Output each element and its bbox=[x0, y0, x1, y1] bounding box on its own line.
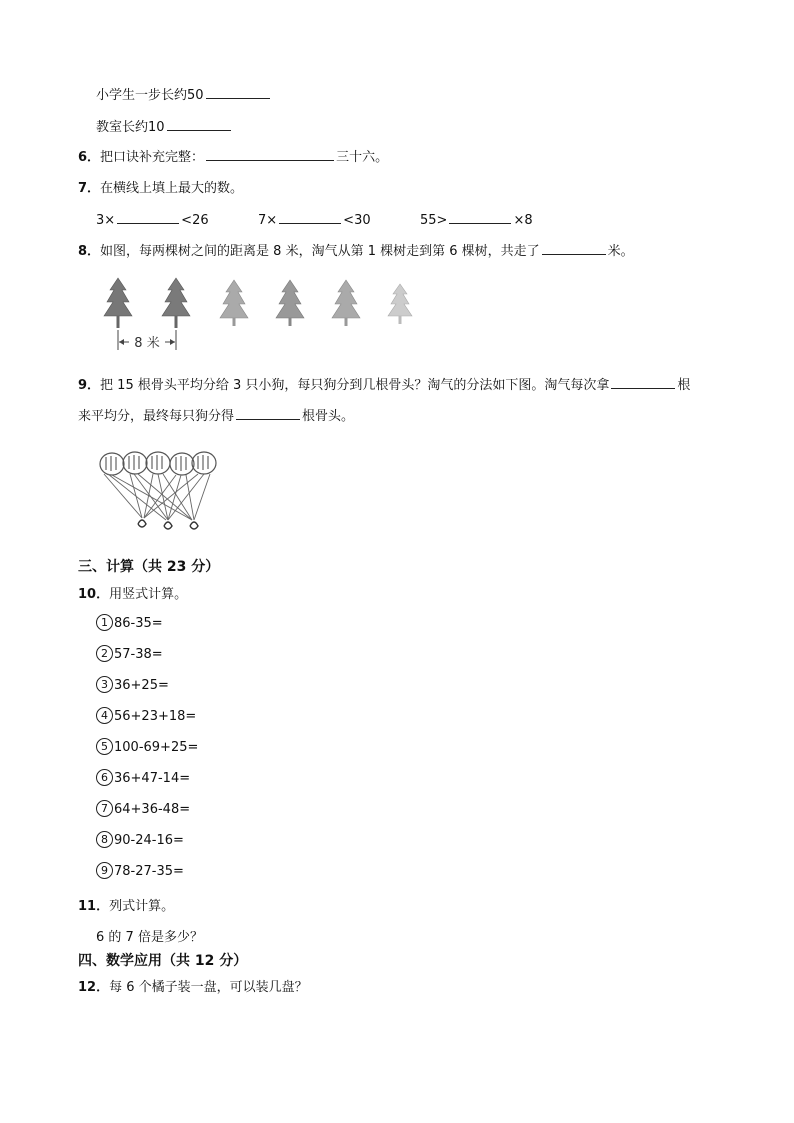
dog-icon bbox=[164, 522, 172, 529]
question-number: 6． bbox=[78, 150, 101, 165]
tree-icon bbox=[220, 280, 248, 326]
q8-blank[interactable] bbox=[542, 240, 606, 255]
tree-icon bbox=[332, 280, 360, 326]
q7-item-1: 3× <26 bbox=[96, 209, 209, 228]
circled-number: 3 bbox=[96, 676, 113, 693]
dog-icon bbox=[190, 522, 198, 529]
q10-item-1: 1 86-35= bbox=[96, 614, 163, 631]
q10-item-4: 4 56+23+18= bbox=[96, 707, 196, 724]
question-number: 9． bbox=[78, 378, 101, 393]
distance-marker bbox=[118, 330, 176, 351]
circled-number: 8 bbox=[96, 831, 113, 848]
q7-item-3: 55> ×8 bbox=[420, 209, 533, 228]
question-8: 8．如图，每两棵树之间的距离是 8 米，淘气从第 1 棵树走到第 6 棵树，共走了 米。 bbox=[78, 240, 634, 259]
distance-label: 8 米 bbox=[134, 336, 160, 351]
question-9: 9．把 15 根骨头平均分给 3 只小狗，每只狗分到几根骨头？淘气的分法如下图。淘气每次拿 根 bbox=[78, 374, 690, 393]
question-number: 7． bbox=[78, 181, 101, 196]
section-3-title: 三、计算（共 23 分） bbox=[78, 559, 220, 575]
question-number: 11． bbox=[78, 899, 110, 914]
trees-figure bbox=[96, 270, 436, 360]
q9-blank-2[interactable] bbox=[236, 405, 300, 420]
question-12: 12．每 6 个橘子装一盘，可以装几盘？ bbox=[78, 980, 308, 995]
q7-item-2: 7× <30 bbox=[258, 209, 371, 228]
question-7: 7．在横线上填上最大的数。 bbox=[78, 181, 244, 196]
question-number: 8． bbox=[78, 244, 101, 259]
q6-blank[interactable] bbox=[206, 146, 334, 161]
question-11: 11．列式计算。 bbox=[78, 899, 175, 914]
question-10: 10．用竖式计算。 bbox=[78, 587, 188, 602]
question-9-cont: 来平均分，最终每只狗分得 根骨头。 bbox=[78, 405, 354, 424]
q5-blank-1[interactable] bbox=[206, 84, 270, 99]
question-number: 10． bbox=[78, 587, 110, 602]
section-4-title: 四、数学应用（共 12 分） bbox=[78, 953, 248, 969]
bone-group-icon bbox=[100, 453, 124, 475]
tree-icon bbox=[162, 278, 190, 328]
q10-item-5: 5 100-69+25= bbox=[96, 738, 198, 755]
question-6: 6．把口诀补充完整： 三十六。 bbox=[78, 146, 388, 165]
tree-icon bbox=[388, 284, 412, 324]
q7-blank-3[interactable] bbox=[449, 209, 511, 224]
circled-number: 5 bbox=[96, 738, 113, 755]
q10-item-7: 7 64+36-48= bbox=[96, 800, 190, 817]
question-number: 12． bbox=[78, 980, 110, 995]
q5-line-2: 教室长约10 bbox=[96, 116, 233, 135]
q5-blank-2[interactable] bbox=[167, 116, 231, 131]
q10-item-6: 6 36+47-14= bbox=[96, 769, 190, 786]
circled-number: 2 bbox=[96, 645, 113, 662]
circled-number: 9 bbox=[96, 862, 113, 879]
circled-number: 1 bbox=[96, 614, 113, 631]
tree-icon bbox=[104, 278, 132, 328]
bone-group-icon bbox=[170, 453, 194, 475]
q9-blank-1[interactable] bbox=[611, 374, 675, 389]
circled-number: 6 bbox=[96, 769, 113, 786]
q10-item-8: 8 90-24-16= bbox=[96, 831, 184, 848]
circled-number: 4 bbox=[96, 707, 113, 724]
q5-line-1: 小学生一步长约50 bbox=[96, 84, 272, 103]
tree-icon bbox=[276, 280, 304, 326]
circled-number: 7 bbox=[96, 800, 113, 817]
q7-blank-1[interactable] bbox=[117, 209, 179, 224]
bone-group-icon bbox=[123, 452, 147, 474]
bones-figure bbox=[98, 446, 228, 536]
q10-item-9: 9 78-27-35= bbox=[96, 862, 184, 879]
q10-item-3: 3 36+25= bbox=[96, 676, 169, 693]
q10-item-2: 2 57-38= bbox=[96, 645, 163, 662]
dog-icon bbox=[138, 520, 146, 527]
bone-group-icon bbox=[146, 452, 170, 474]
bone-group-icon bbox=[192, 452, 216, 474]
q7-blank-2[interactable] bbox=[279, 209, 341, 224]
q11-sub: 6 的 7 倍是多少？ bbox=[96, 930, 203, 945]
